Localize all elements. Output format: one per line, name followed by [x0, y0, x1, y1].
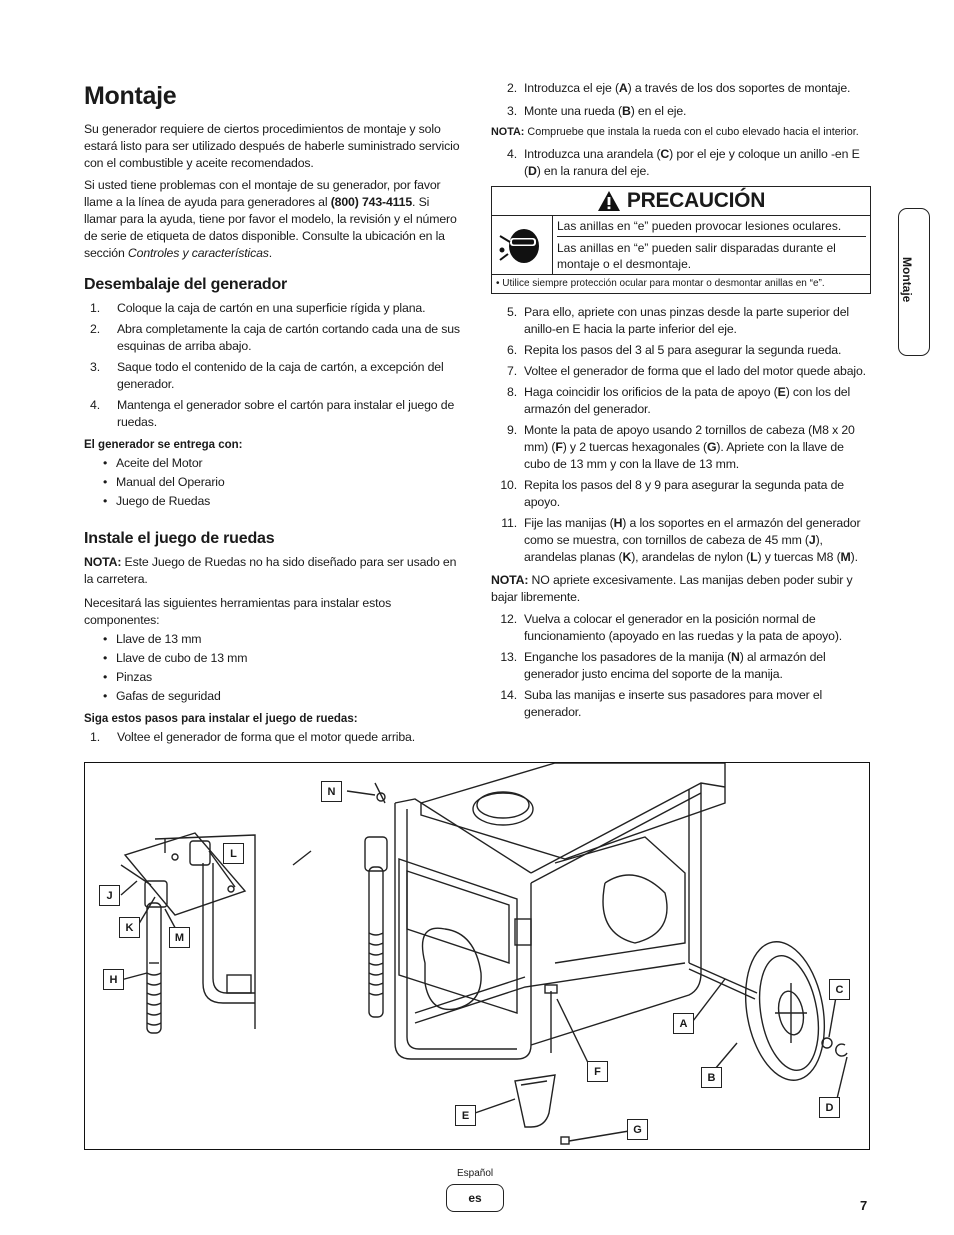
list-item: 4. Mantenga el generador sobre el cartón para instalar el juego de ruedas.: [90, 398, 455, 429]
language-badge: es: [446, 1184, 504, 1212]
helpline-phone: (800) 743-4115: [330, 195, 413, 209]
caution-body: [492, 216, 870, 275]
callout-n: N: [321, 781, 342, 802]
eye-protection-icon: [492, 216, 553, 274]
intro-paragraph-2: Si usted tiene problemas con el montaje de su generador, por favor llame a la línea de ayuda para generadores al (800) 743-4115. Si llamar para la ayuda, tiene por favor el modelo, la revisión y el número de serie de etiqueta de datos disponible. Consulte la ubicación en la sección Controles y características.: [84, 178, 457, 260]
caution-title: PRECAUCIÓN: [626, 189, 766, 212]
assembly-illustration: [84, 762, 870, 1150]
unpack-steps: [84, 300, 464, 431]
list-item: 2. Introduzca el eje (A) a través de los dos soportes de montaje.: [507, 81, 851, 95]
callout-k: K: [119, 917, 140, 938]
callout-m: M: [169, 927, 190, 948]
language-label: Español: [457, 1168, 494, 1179]
page-number: 7: [860, 1198, 868, 1213]
callout-b: B: [701, 1067, 722, 1088]
tools-list: [84, 631, 464, 705]
list-item: 5. Para ello, apriete con unas pinzas desde la parte superior del anillo-en E hacia la parte inferior del eje.: [507, 305, 849, 336]
ships-with-list: [84, 455, 464, 510]
wheel-kit-heading: Instale el juego de ruedas: [84, 530, 275, 547]
list-item: 12. Vuelva a colocar el generador en la posición normal de funcionamiento (apoyado en las ruedas y la pata de apoyo).: [500, 612, 843, 643]
callout-h: H: [103, 969, 124, 990]
wheel-steps-12-14: [491, 611, 871, 721]
caution-line-1: Las anillas en “e” pueden provocar lesiones oculares.: [557, 219, 842, 233]
callout-f: F: [587, 1061, 608, 1082]
page-title: Montaje: [84, 82, 177, 110]
right-column: [491, 78, 871, 727]
callout-c: C: [829, 979, 850, 1000]
list-item: 1. Voltee el generador de forma que el motor quede arriba.: [90, 730, 416, 744]
list-item: • Llave de cubo de 13 mm: [84, 650, 464, 667]
callout-l: L: [223, 843, 244, 864]
list-item: 8. Haga coincidir los orificios de la pata de apoyo (E) con los del armazón del generador.: [507, 385, 851, 416]
list-item: • Pinzas: [84, 669, 464, 686]
callout-d: D: [819, 1097, 840, 1118]
caution-line-2: Las anillas en “e” pueden salir disparadas durante el montaje o el desmontaje.: [557, 236, 866, 272]
follow-steps-label: Siga estos pasos para instalar el juego de ruedas:: [84, 713, 358, 725]
tools-intro: Necesitará las siguientes herramientas para instalar estos componentes:: [84, 596, 392, 627]
note-road-use: NOTA: Este Juego de Ruedas no ha sido diseñado para ser usado en la carretera.: [84, 555, 457, 586]
generator-assembly-drawing: [85, 763, 869, 1149]
list-item: • Juego de Ruedas: [84, 493, 464, 510]
callout-g: G: [627, 1119, 648, 1140]
list-item: 3. Monte una rueda (B) en el eje.: [507, 104, 687, 118]
unpack-heading: Desembalaje del generador: [84, 276, 288, 293]
list-item: 3. Saque todo el contenido de la caja de cartón, a excepción del generador.: [90, 360, 444, 391]
section-tab-label: Montaje: [900, 257, 914, 303]
section-tab: [898, 208, 930, 356]
list-item: 6. Repita los pasos del 3 al 5 para asegurar la segunda rueda.: [507, 343, 842, 357]
left-column: [84, 78, 464, 752]
wheel-steps-2-4: [491, 80, 871, 120]
list-item: • Llave de 13 mm: [84, 631, 464, 648]
list-item: 4. Introduzca una arandela (C) por el eje y coloque un anillo -en E (D) en la ranura del eje.: [507, 147, 860, 178]
section-reference: Controles y características: [127, 246, 269, 260]
list-item: 1. Coloque la caja de cartón en una superficie rígida y plana.: [90, 301, 426, 315]
list-item: • Gafas de seguridad: [84, 688, 464, 705]
list-item: 14. Suba las manijas e inserte sus pasadores para mover el generador.: [500, 688, 823, 719]
ships-with-label: El generador se entrega con:: [84, 439, 243, 451]
note-no-overtighten: NOTA: NO apriete excesivamente. Las manijas deben poder subir y bajar libremente.: [491, 573, 853, 604]
caution-footer: • Utilice siempre protección ocular para montar o desmontar anillas en “e”.: [496, 278, 825, 289]
wheel-steps-start: [84, 729, 464, 746]
caution-header: [492, 187, 870, 216]
list-item: 13. Enganche los pasadores de la manija (N) al armazón del generador justo encima del soporte de la manija.: [500, 650, 826, 681]
callout-j: J: [99, 885, 120, 906]
list-item: 7. Voltee el generador de forma que el lado del motor quede abajo.: [507, 364, 866, 378]
list-item: 2. Abra completamente la caja de cartón cortando cada una de sus esquinas de arriba abajo.: [90, 322, 460, 353]
warning-triangle-icon: [597, 190, 621, 212]
note-wheel-hub: NOTA: Compruebe que instala la rueda con el cubo elevado hacia el interior.: [491, 126, 859, 138]
wheel-step-4: [491, 146, 871, 180]
caution-box: [491, 186, 871, 294]
list-item: 11. Fije las manijas (H) a los soportes en el armazón del generador como se muestra, con tornillos de cabeza de 45 mm (J), arandelas planas (K), arandelas de nylon (L) y tuercas M8 (M).: [501, 516, 861, 564]
list-item: 10. Repita los pasos del 8 y 9 para asegurar la segunda pata de apoyo.: [500, 478, 844, 509]
callout-e: E: [455, 1105, 476, 1126]
list-item: • Manual del Operario: [84, 474, 464, 491]
list-item: 9. Monte la pata de apoyo usando 2 tornillos de cabeza (M8 x 20 mm) (F) y 2 tuercas hexagonales (G). Apriete con la llave de cubo de 13 mm y con la llave de 13 mm.: [507, 423, 855, 471]
list-item: • Aceite del Motor: [84, 455, 464, 472]
callout-a: A: [673, 1013, 694, 1034]
wheel-steps-5-11: [491, 304, 871, 566]
intro-paragraph-1: Su generador requiere de ciertos procedimientos de montaje y solo estará listo para ser utilizado después de haberle suministrado servicio con el combustible y aceite recomendados.: [84, 122, 460, 170]
